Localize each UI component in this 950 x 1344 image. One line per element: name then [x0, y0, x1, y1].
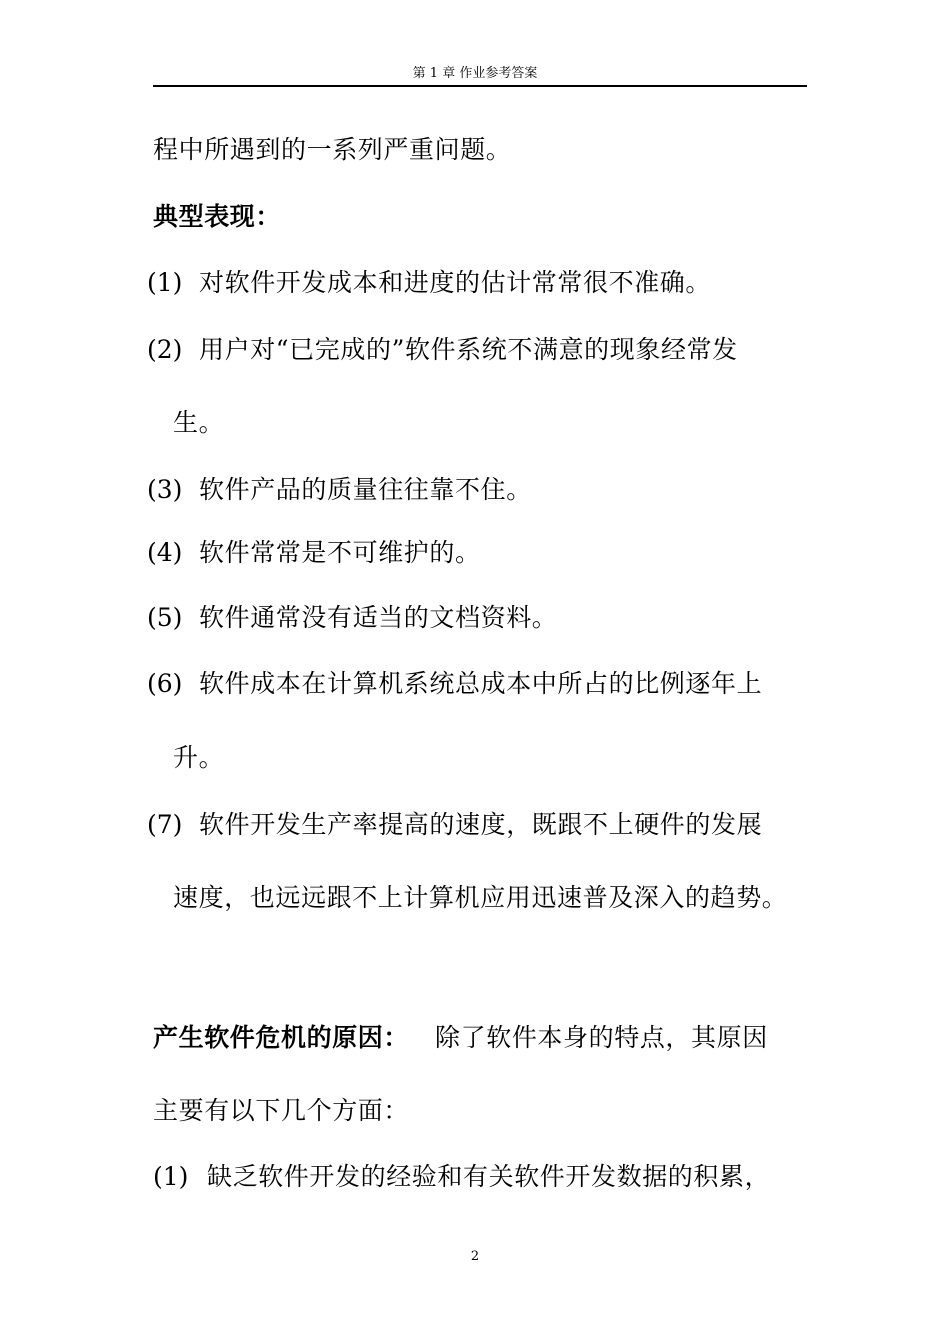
list-item-number: (5)	[147, 603, 183, 632]
list-item	[147, 473, 532, 507]
section-heading-causes-line	[153, 1021, 768, 1055]
list-item-text: 软件开发生产率提高的速度，既跟不上硬件的发展	[199, 810, 763, 839]
list-item-number: (6)	[147, 669, 183, 698]
list-item-number: (1)	[153, 1162, 189, 1191]
list-item-text: 软件常常是不可维护的。	[199, 538, 481, 567]
section-intro-continuation: 主要有以下几个方面：	[153, 1096, 410, 1125]
list-item	[147, 808, 762, 842]
list-item-text: 对软件开发成本和进度的估计常常很不准确。	[199, 268, 712, 297]
list-item-continuation: 生。	[173, 408, 225, 437]
list-item-text: 缺乏软件开发的经验和有关软件开发数据的积累，	[207, 1162, 771, 1191]
list-item-number: (3)	[147, 475, 183, 504]
header-rule	[153, 85, 807, 87]
list-item-number: (1)	[147, 268, 183, 297]
continuation-line: 程中所遇到的一系列严重问题。	[153, 135, 512, 164]
section-heading-causes: 产生软件危机的原因：	[153, 1023, 410, 1052]
list-item-text: 软件成本在计算机系统总成本中所占的比例逐年上	[199, 669, 763, 698]
list-item-number: (7)	[147, 810, 183, 839]
list-item	[147, 333, 738, 367]
list-item-number: (2)	[147, 335, 183, 364]
list-item	[147, 536, 481, 570]
page-header: 第 1 章 作业参考答案	[412, 66, 538, 81]
list-item	[147, 266, 711, 300]
list-item-text: 软件产品的质量往往靠不住。	[199, 475, 532, 504]
list-item-text: 软件通常没有适当的文档资料。	[199, 603, 558, 632]
list-item	[147, 667, 762, 701]
section-intro: 除了软件本身的特点，其原因	[435, 1023, 768, 1052]
list-item	[153, 1160, 770, 1194]
list-item-text: 用户对“已完成的”软件系统不满意的现象经常发	[199, 335, 738, 364]
list-item	[147, 601, 557, 635]
page-number: 2	[470, 1249, 480, 1264]
list-item-continuation: 升。	[173, 743, 225, 772]
list-item-continuation: 速度，也远远跟不上计算机应用迅速普及深入的趋势。	[173, 883, 788, 912]
section-heading-typical: 典型表现：	[153, 202, 282, 231]
list-item-number: (4)	[147, 538, 183, 567]
